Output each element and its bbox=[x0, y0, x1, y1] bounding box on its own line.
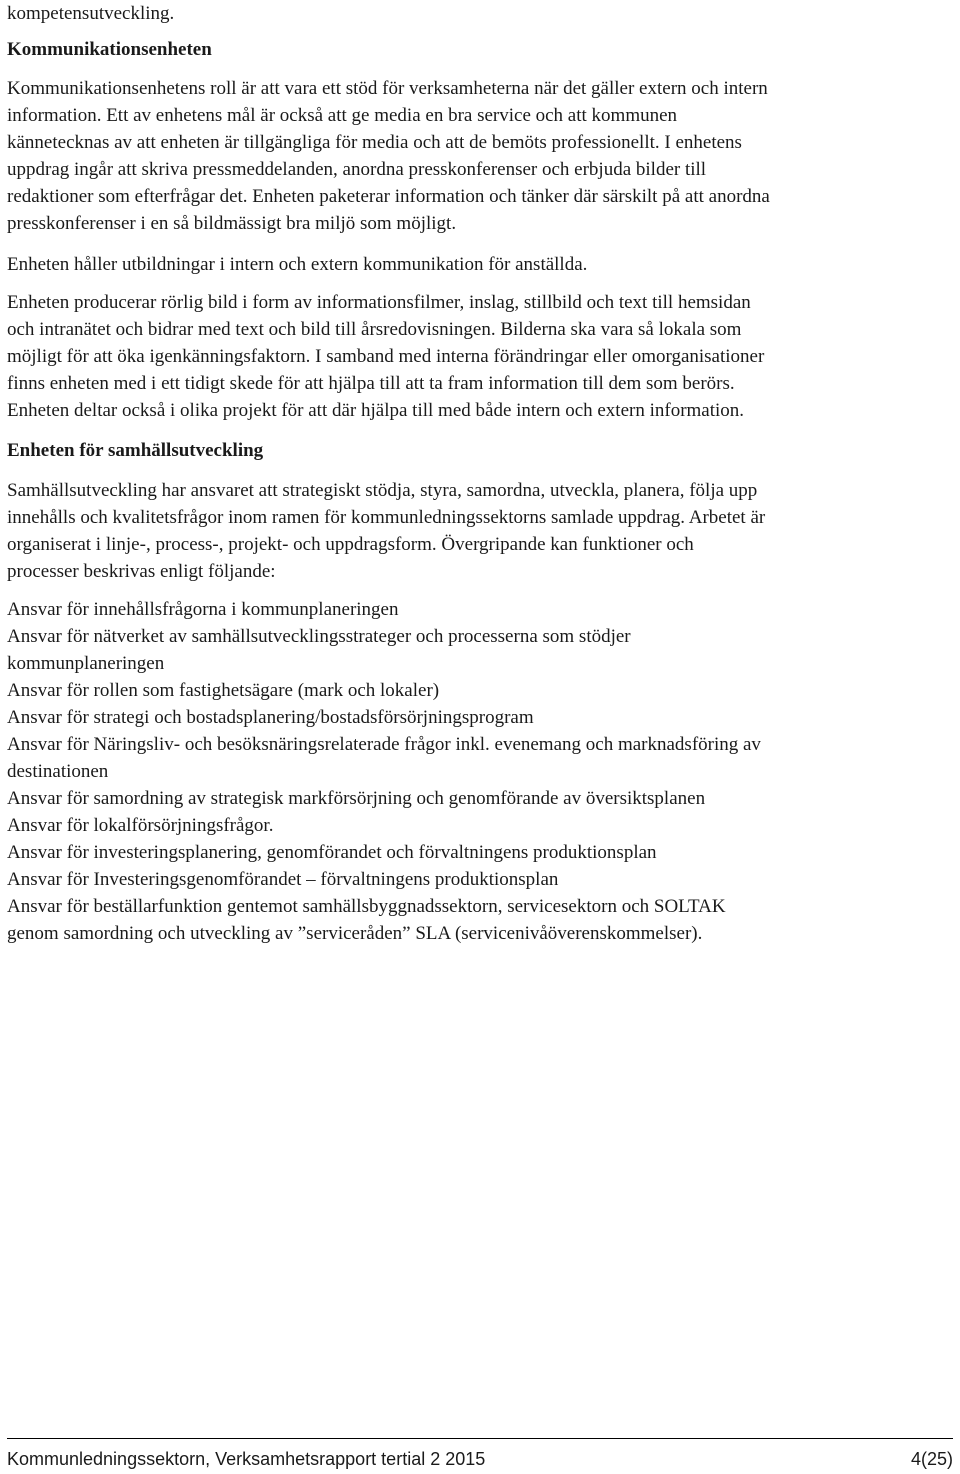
list-item: genom samordning och utveckling av ”serviceråden” SLA (servicenivåöverenskommelser). bbox=[7, 923, 703, 944]
paragraph-line: presskonferenser i en så bildmässigt bra miljö som möjligt. bbox=[7, 213, 457, 234]
paragraph-line: Enheten deltar också i olika projekt för att där hjälpa till med både intern och extern information. bbox=[7, 400, 745, 421]
paragraph-line: redaktioner som efterfrågar det. Enheten paketerar information och tänker där särskilt på att anordna bbox=[7, 186, 770, 207]
list-item: Ansvar för investeringsplanering, genomförandet och förvaltningens produktionsplan bbox=[7, 842, 657, 863]
section-heading-samhallsutveckling: Enheten för samhällsutveckling bbox=[7, 440, 264, 461]
list-item: Ansvar för Näringsliv- och besöksnäringsrelaterade frågor inkl. evenemang och marknadsföring av bbox=[7, 734, 761, 755]
paragraph-line: innehålls och kvalitetsfrågor inom ramen för kommunledningssektorns samlade uppdrag. Arbetet är bbox=[7, 507, 766, 528]
list-item: Ansvar för rollen som fastighetsägare (mark och lokaler) bbox=[7, 680, 440, 701]
list-item: Ansvar för Investeringsgenomförandet – förvaltningens produktionsplan bbox=[7, 869, 559, 890]
section-heading-kommunikation: Kommunikationsenheten bbox=[7, 39, 212, 60]
paragraph-line: kännetecknas av att enheten är tillgängliga för media och att de bemöts professionellt. I enhetens bbox=[7, 132, 742, 153]
list-item: Ansvar för nätverket av samhällsutvecklingsstrateger och processerna som stödjer bbox=[7, 626, 631, 647]
paragraph-kommunikation-roll bbox=[7, 75, 770, 237]
paragraph-line: och intranätet och bidrar med text och bild till årsredovisningen. Bilderna ska vara så lokala som bbox=[7, 319, 742, 340]
page-footer bbox=[7, 1438, 953, 1470]
paragraph-line: Enheten producerar rörlig bild i form av informationsfilmer, inslag, stillbild och text till hemsidan bbox=[7, 292, 751, 313]
paragraph-line: finns enheten med i ett tidigt skede för att hjälpa till att ta fram information till dem som berörs. bbox=[7, 373, 735, 394]
paragraph-line: processer beskrivas enligt följande: bbox=[7, 561, 276, 582]
page-number: 4(25) bbox=[910, 1449, 953, 1469]
paragraph-line: information. Ett av enhetens mål är också att ge media en bra service och att kommunen bbox=[7, 105, 678, 126]
paragraph-line: Kommunikationsenhetens roll är att vara ett stöd för verksamheterna när det gäller extern och intern bbox=[7, 78, 768, 99]
paragraph-line: Samhällsutveckling har ansvaret att strategiskt stödja, styra, samordna, utveckla, planera, följa upp bbox=[7, 480, 758, 501]
list-item: kommunplaneringen bbox=[7, 653, 165, 674]
list-item: Ansvar för strategi och bostadsplanering/bostadsförsörjningsprogram bbox=[7, 707, 534, 728]
paragraph-samhallsutveckling bbox=[7, 477, 765, 585]
paragraph-line: uppdrag ingår att skriva pressmeddelanden, anordna presskonferenser och erbjuda bilder till bbox=[7, 159, 707, 180]
list-item: Ansvar för innehållsfrågorna i kommunplaneringen bbox=[7, 599, 399, 620]
paragraph-utbildningar: Enheten håller utbildningar i intern och extern kommunikation för anställda. bbox=[7, 254, 588, 275]
list-item: Ansvar för samordning av strategisk markförsörjning och genomförande av översiktsplanen bbox=[7, 788, 706, 809]
paragraph-rorlig-bild bbox=[7, 289, 764, 424]
footer-title: Kommunledningssektorn, Verksamhetsrapport tertial 2 2015 bbox=[7, 1449, 486, 1469]
list-item: Ansvar för beställarfunktion gentemot samhällsbyggnadssektorn, servicesektorn och SOLTAK bbox=[7, 896, 726, 917]
responsibility-list bbox=[7, 596, 761, 947]
list-item: Ansvar för lokalförsörjningsfrågor. bbox=[7, 815, 274, 836]
paragraph-line: möjligt för att öka igenkänningsfaktorn. I samband med interna förändringar eller omorganisationer bbox=[7, 346, 765, 367]
list-item: destinationen bbox=[7, 761, 109, 782]
intro-tail-text: kompetensutveckling. bbox=[7, 3, 175, 24]
paragraph-line: organiserat i linje-, process-, projekt- och uppdragsform. Övergripande kan funktioner och bbox=[7, 534, 694, 555]
